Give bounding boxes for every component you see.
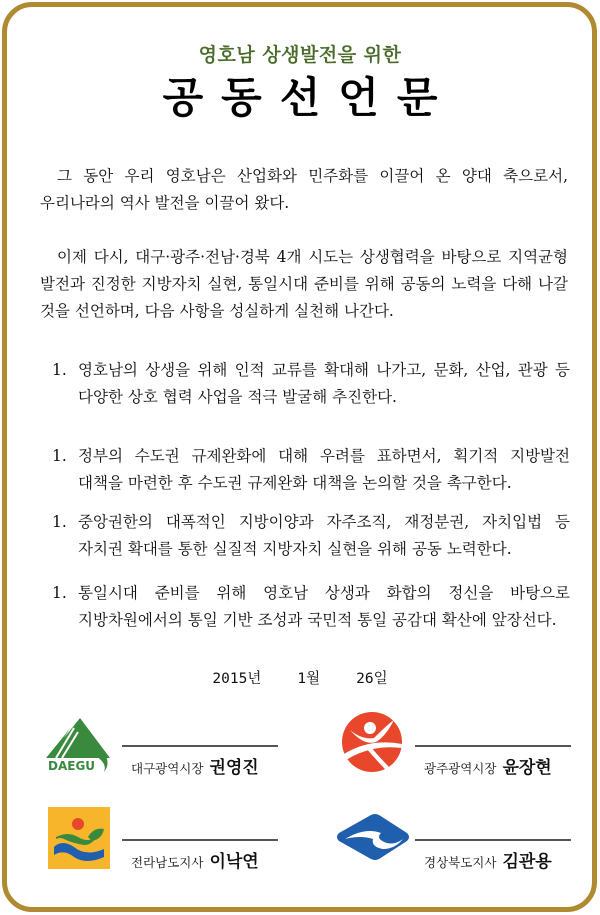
resolution-item-1 [52, 357, 570, 411]
signature-line [122, 745, 278, 747]
item-number: 1. [52, 513, 67, 531]
signatory-gwangju [424, 753, 552, 778]
signature-line [122, 839, 278, 841]
item-text: 정부의 수도권 규제완화에 대해 우려를 표하면서, 획기적 지방발전 대책을 마련한 후 수도권 규제완화 대책을 논의할 것을 촉구한다. [78, 447, 570, 492]
date-month: 1월 [297, 671, 321, 687]
svg-text:DAEGU: DAEGU [48, 759, 96, 773]
item-number: 1. [52, 584, 67, 602]
signatory-daegu [131, 753, 259, 778]
signatory-name: 김관용 [502, 852, 552, 872]
gyeongbuk-logo-icon [335, 813, 411, 861]
item-text: 영호남의 상생을 위해 인적 교류를 확대해 나가고, 문화, 산업, 관광 등 다양한 상호 협력 사업을 적극 발굴해 추진한다. [78, 361, 570, 406]
item-text: 중앙권한의 대폭적인 지방이양과 자주조직, 재정분권, 자치입법 등 자치권 확대를 통한 실질적 지방자치 실현을 위해 공동 노력한다. [78, 513, 570, 558]
resolution-item-4 [52, 580, 570, 634]
signatory-gyeongbuk [424, 847, 552, 872]
signatory-name: 윤장현 [502, 758, 552, 778]
date-day: 26일 [356, 671, 388, 687]
date-year: 2015년 [212, 671, 262, 687]
document-title: 공동선언문 [162, 73, 456, 122]
signatory-role: 전라남도지사 [131, 855, 204, 870]
item-number: 1. [52, 361, 67, 379]
intro-paragraph-2: 이제 다시, 대구·광주·전남·경북 4개 시도는 상생협력을 바탕으로 지역균형 발전과 진정한 지방자치 실현, 통일시대 준비를 위해 공동의 노력을 다해 나갈 것을 선언하며, 다음 사항을 성실하게 실천해 나간다. [40, 248, 568, 320]
signatory-role: 경상북도지사 [424, 855, 497, 870]
intro-paragraph-1: 그 동안 우리 영호남은 산업화와 민주화를 이끌어 온 양대 축으로서, 우리나라의 역사 발전을 이끌어 왔다. [40, 167, 568, 212]
document-subtitle: 영호남 상생발전을 위한 [198, 44, 402, 66]
gwangju-logo-icon [340, 710, 404, 774]
jeonnam-logo-icon [48, 807, 110, 869]
daegu-logo-icon [44, 714, 116, 774]
resolution-item-3 [52, 509, 570, 563]
signatory-name: 권영진 [209, 758, 259, 778]
item-text: 통일시대 준비를 위해 영호남 상생과 화합의 정신을 바탕으로 지방차원에서의 통일 기반 조성과 국민적 통일 공감대 확산에 앞장선다. [78, 584, 570, 629]
declaration-date [0, 667, 600, 688]
resolution-item-2 [52, 443, 570, 497]
signatory-role: 광주광역시장 [424, 761, 497, 776]
signatory-role: 대구광역시장 [131, 761, 204, 776]
signatory-jeonnam [131, 847, 259, 872]
signature-line [415, 745, 571, 747]
signature-line [415, 839, 571, 841]
item-number: 1. [52, 447, 67, 465]
signatory-name: 이낙연 [209, 852, 259, 872]
